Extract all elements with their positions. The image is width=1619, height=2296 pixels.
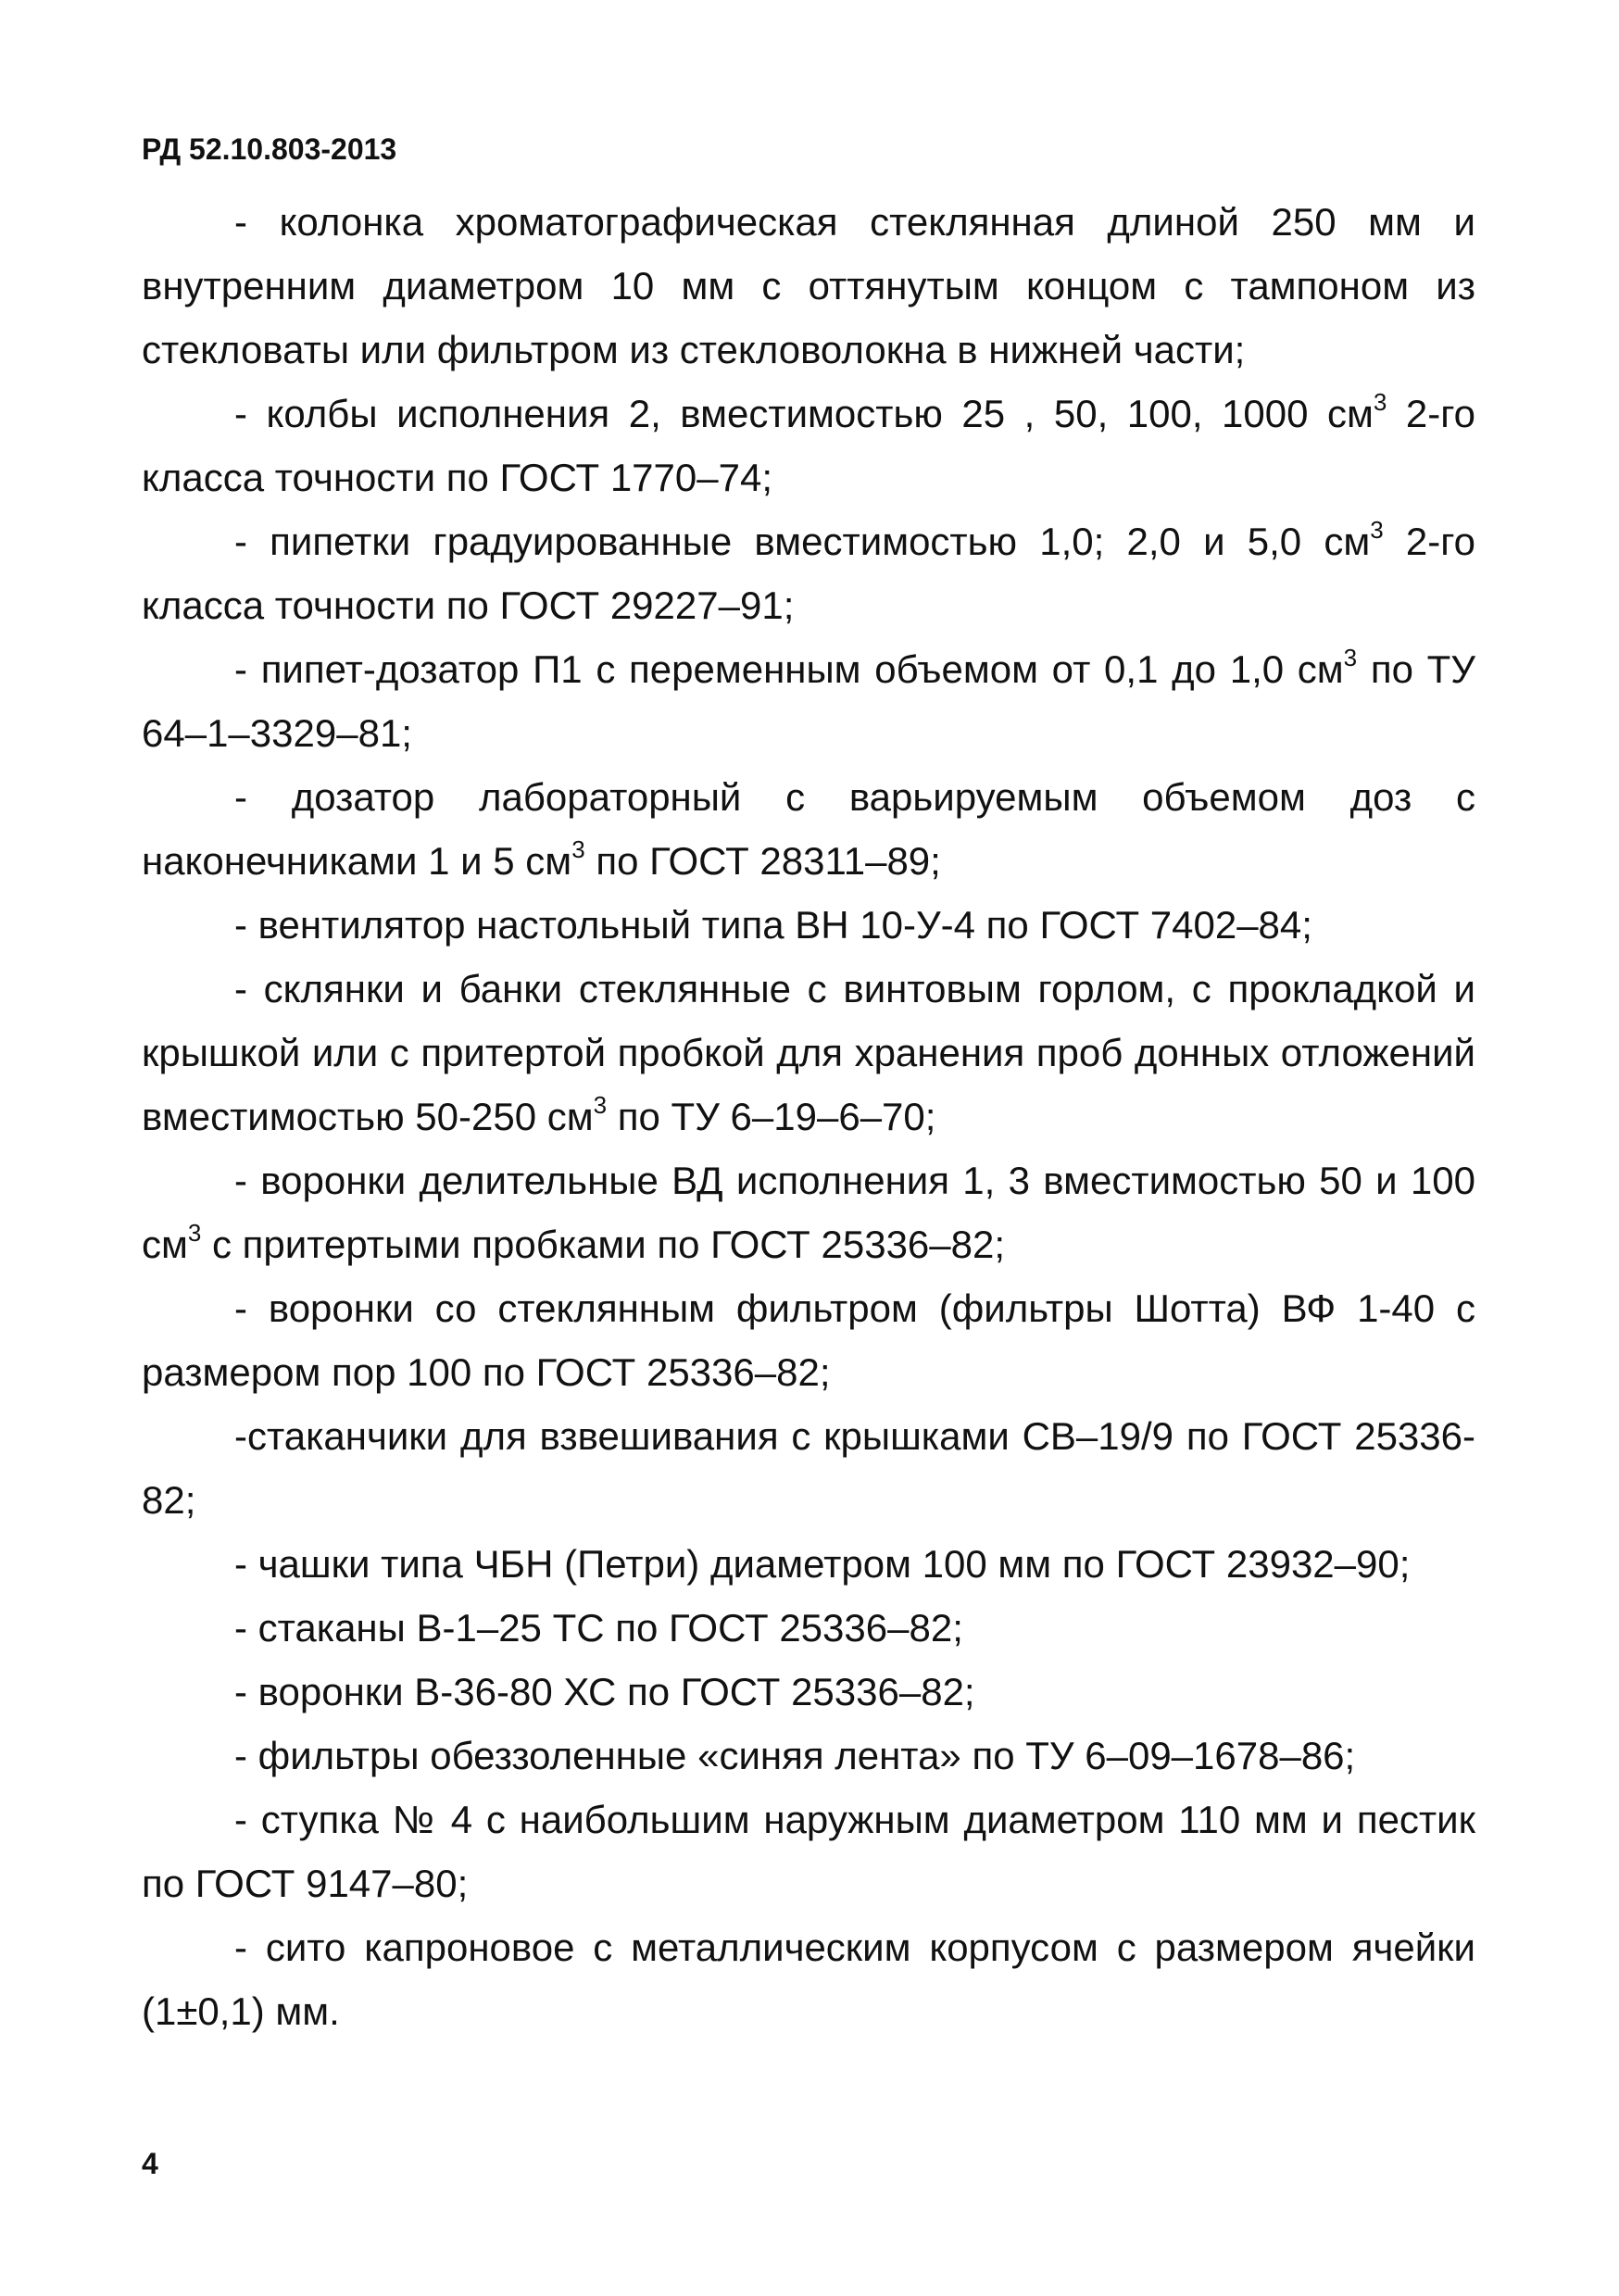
item-text: - склянки и банки стеклянные с винтовым горлом, с прокладкой и крышкой или с притертой пробкой для хранения проб донных отложений вместимостью 50-250 см [142, 967, 1475, 1138]
item-text: - воронки В-36-80 ХС по ГОСТ 25336–82; [234, 1670, 975, 1713]
item-text: - стаканы В-1–25 ТС по ГОСТ 25336–82; [234, 1606, 963, 1650]
item-text: - ступка № 4 с наибольшим наружным диаметром 110 мм и пестик по ГОСТ 9147–80; [142, 1798, 1475, 1905]
list-item [142, 765, 1475, 893]
item-text: - чашки типа ЧБН (Петри) диаметром 100 мм по ГОСТ 23932–90; [234, 1542, 1411, 1586]
list-item [142, 1724, 1475, 1788]
item-text-tail: 2-го класса точности по ГОСТ 1770–74; [142, 392, 1475, 499]
equipment-list [142, 190, 1475, 2043]
item-text: - пипетки градуированные вместимостью 1,0; 2,0 и 5,0 см [234, 520, 1371, 563]
item-text-tail: по ГОСТ 28311–89; [584, 839, 941, 883]
list-item [142, 190, 1475, 382]
list-item [142, 1788, 1475, 1915]
superscript: 3 [1343, 644, 1358, 671]
item-text: - колбы исполнения 2, вместимостью 25 , 50, 100, 1000 см [234, 392, 1374, 435]
page-number: 4 [142, 2147, 158, 2180]
item-text: - воронки делительные ВД исполнения 1, 3 вместимостью 50 и 100 см [142, 1159, 1475, 1266]
item-text: - фильтры обеззоленные «синяя лента» по ТУ 6–09–1678–86; [234, 1734, 1356, 1777]
item-text: -стаканчики для взвешивания с крышками СВ–19/9 по ГОСТ 25336-82; [142, 1414, 1475, 1522]
list-item [142, 1148, 1475, 1276]
superscript: 3 [1373, 388, 1387, 416]
list-item [142, 1915, 1475, 2043]
list-item [142, 1404, 1475, 1532]
item-text: - пипет-дозатор П1 с переменным объемом от 0,1 до 1,0 см [234, 647, 1344, 691]
list-item [142, 1660, 1475, 1724]
superscript: 3 [187, 1219, 202, 1247]
list-item [142, 893, 1475, 957]
list-item [142, 382, 1475, 509]
superscript: 3 [593, 1091, 608, 1119]
item-text-tail: 2-го класса точности по ГОСТ 29227–91; [142, 520, 1475, 627]
list-item [142, 1276, 1475, 1404]
item-text-tail: с притертыми пробками по ГОСТ 25336–82; [201, 1223, 1006, 1266]
item-text: - вентилятор настольный типа ВН 10-У-4 по ГОСТ 7402–84; [234, 903, 1312, 947]
item-text: - воронки со стеклянным фильтром (фильтры Шотта) ВФ 1-40 с размером пор 100 по ГОСТ 25336–82; [142, 1286, 1475, 1394]
list-item [142, 1532, 1475, 1596]
item-text: - колонка хроматографическая стеклянная длиной 250 мм и внутренним диаметром 10 мм с оттянутым концом с тампоном из стекловаты или фильтром из стекловолокна в нижней части; [142, 200, 1475, 371]
list-item [142, 1596, 1475, 1660]
list-item [142, 637, 1475, 765]
item-text-tail: по ТУ 64–1–3329–81; [142, 647, 1475, 755]
superscript: 3 [571, 835, 585, 863]
document-code: РД 52.10.803-2013 [142, 132, 397, 166]
item-text: - дозатор лабораторный с варьируемым объемом доз с наконечниками 1 и 5 см [142, 775, 1475, 883]
item-text-tail: по ТУ 6–19–6–70; [607, 1095, 936, 1138]
list-item [142, 957, 1475, 1148]
superscript: 3 [1370, 516, 1384, 544]
item-text: - сито капроновое с металлическим корпусом с размером ячейки (1±0,1) мм. [142, 1926, 1475, 2033]
list-item [142, 509, 1475, 637]
